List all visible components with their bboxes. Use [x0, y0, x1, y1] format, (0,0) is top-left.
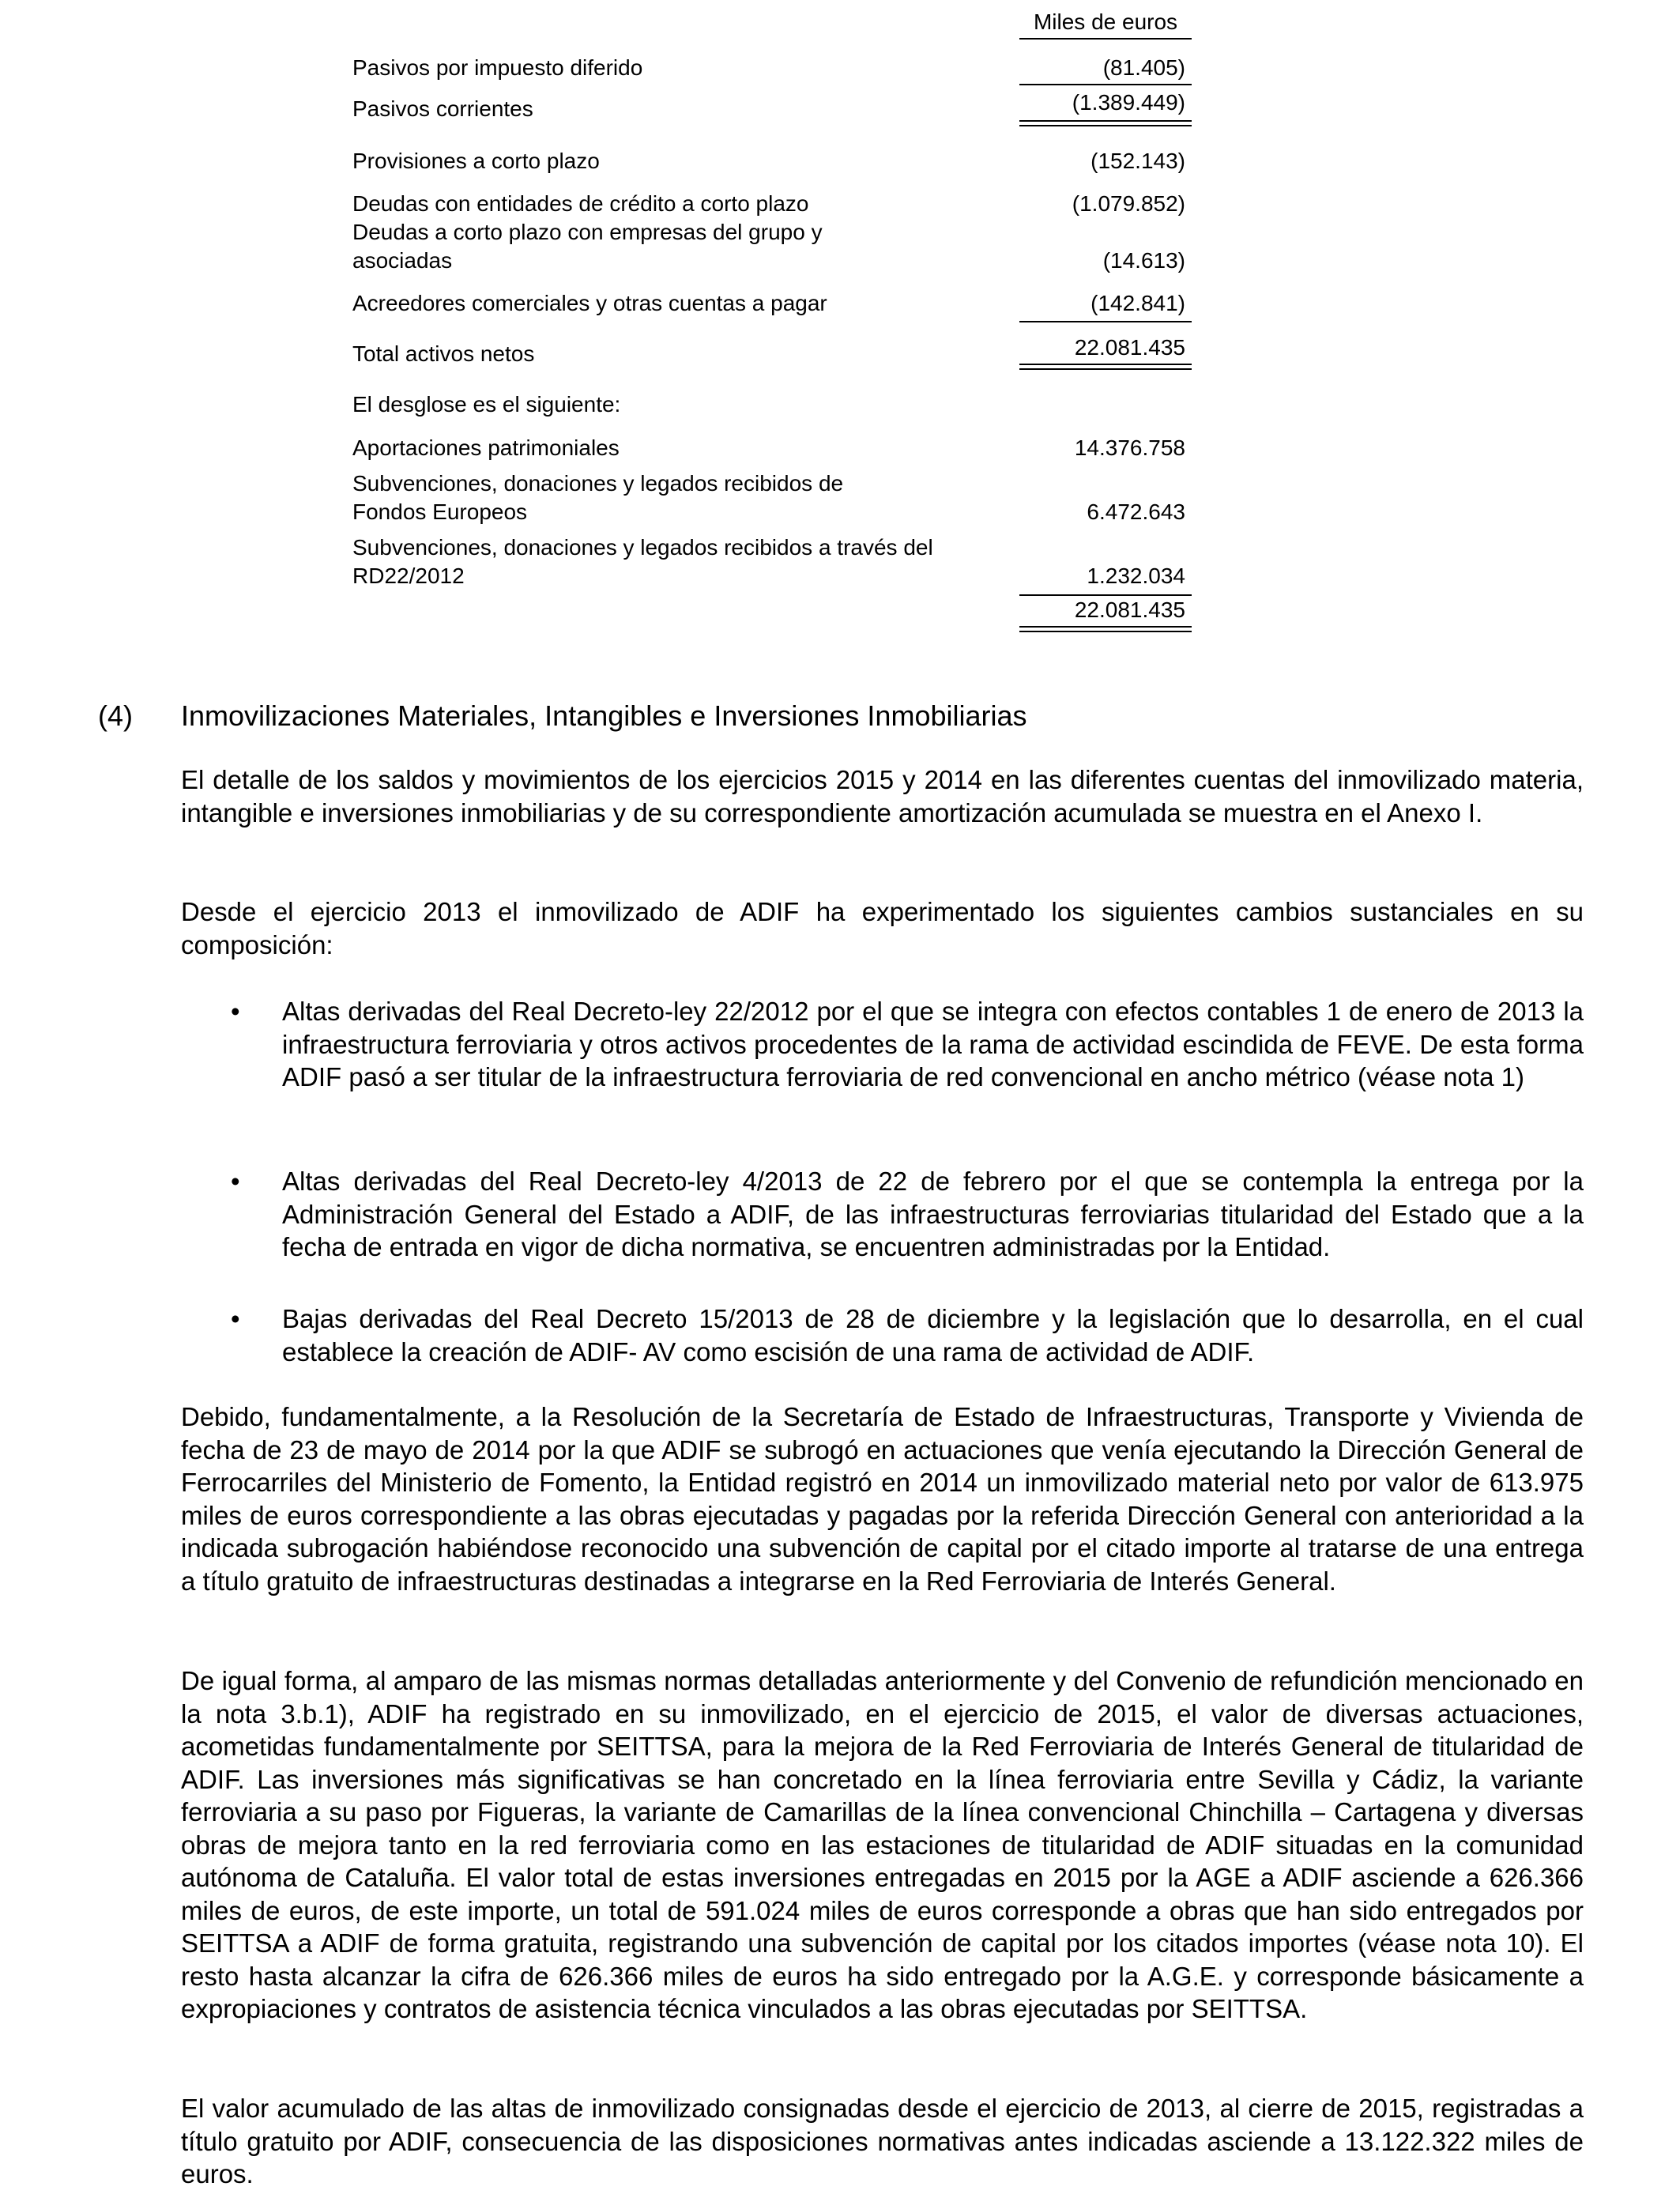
- row-label: Subvenciones, donaciones y legados recibidos de Fondos Europeos: [352, 471, 844, 524]
- bullet-item: Altas derivadas del Real Decreto-ley 22/2012 por el que se integra con efectos contables 1 de enero de 2013 la infraestructura ferroviaria y otros activos procedentes de la rama de actividad escindida de FEVE. De esta forma ADIF pasó a ser titular de la infraestructura ferroviaria de red convencional en ancho métrico (véase nota 1): [282, 997, 1584, 1091]
- section-number: (4): [98, 699, 133, 732]
- row-value: (1.079.852): [1072, 191, 1185, 216]
- row-label: Deudas con entidades de crédito a corto plazo: [352, 191, 809, 216]
- net-assets-table: [0, 0, 1680, 648]
- row-value: 22.081.435: [1074, 335, 1185, 360]
- bullet-item: Altas derivadas del Real Decreto-ley 4/2013 de 22 de febrero por el que se contempla la entrega por la Administración General del Estado a ADIF, de las infraestructuras ferroviarias titularidad del Estado que a la fecha de entrada en vigor de dicha normativa, se encuentren administradas por la Entidad.: [282, 1167, 1584, 1261]
- paragraph: El detalle de los saldos y movimientos de los ejercicios 2015 y 2014 en las diferentes cuentas del inmovilizado materia, intangible e inversiones inmobiliarias y de su correspondiente amortización acumulada se muestra en el Anexo I.: [181, 765, 1584, 827]
- rule-double: [1019, 626, 1192, 632]
- row-value: 6.472.643: [1087, 499, 1185, 524]
- rule-double: [1019, 364, 1192, 370]
- rule-double: [1019, 120, 1192, 126]
- paragraph: El valor acumulado de las altas de inmovilizado consignadas desde el ejercicio de 2013, al cierre de 2015, registradas a título gratuito por ADIF, consecuencia de las disposiciones normativas antes indicadas asciende a 13.122.322 miles de euros.: [181, 2094, 1584, 2188]
- row-label: Aportaciones patrimoniales: [352, 435, 620, 460]
- row-label: Subvenciones, donaciones y legados recibidos a través del RD22/2012: [352, 535, 933, 588]
- bullet-marker: •: [231, 997, 240, 1026]
- paragraph: Desde el ejercicio 2013 el inmovilizado de ADIF ha experimentado los siguientes cambios sustanciales en su composición:: [181, 897, 1584, 959]
- row-value: 22.081.435: [1074, 598, 1185, 622]
- rule-single: [1019, 321, 1192, 322]
- paragraph: Debido, fundamentalmente, a la Resolución de la Secretaría de Estado de Infraestructuras, Transporte y Vivienda de fecha de 23 de mayo de 2014 por la que ADIF se subrogó en actuaciones que venía ejecutando la Dirección General de Ferrocarriles del Ministerio de Fomento, la Entidad registró en 2014 un inmovilizado material neto por valor de 613.975 miles de euros correspondiente a las obras ejecutadas y pagadas por la referida Dirección General con anterioridad a la indicada subrogación habiéndose reconocido una subvención de capital por el citado importe al tratarse de una entrega a título gratuito de infraestructuras destinadas a integrarse en la Red Ferroviaria de Interés General.: [181, 1402, 1584, 1596]
- bullet-marker: •: [231, 1167, 240, 1196]
- section-title: Inmovilizaciones Materiales, Intangibles e Inversiones Inmobiliarias: [181, 699, 1027, 732]
- row-value: (81.405): [1102, 55, 1185, 80]
- row-label: Pasivos corrientes: [352, 96, 533, 121]
- bullet-marker: •: [231, 1304, 240, 1333]
- row-label: Acreedores comerciales y otras cuentas a pagar: [352, 291, 827, 315]
- bullet-item: Bajas derivadas del Real Decreto 15/2013 de 28 de diciembre y la legislación que lo desarrolla, en el cual establece la creación de ADIF- AV como escisión de una rama de actividad de ADIF.: [282, 1304, 1584, 1367]
- row-label: El desglose es el siguiente:: [352, 392, 621, 417]
- row-label: Provisiones a corto plazo: [352, 149, 600, 173]
- row-value: (14.613): [1102, 248, 1185, 273]
- column-header: Miles de euros: [1019, 6, 1192, 40]
- row-value: 14.376.758: [1074, 435, 1185, 460]
- row-label: Deudas a corto plazo con empresas del grupo y asociadas: [352, 220, 823, 273]
- row-label: Total activos netos: [352, 341, 535, 366]
- row-label: Pasivos por impuesto diferido: [352, 55, 643, 80]
- row-value: (142.841): [1090, 291, 1185, 315]
- row-value: (152.143): [1090, 149, 1185, 173]
- row-value: 1.232.034: [1087, 564, 1185, 588]
- rule-single: [1019, 84, 1192, 85]
- paragraph: De igual forma, al amparo de las mismas normas detalladas anteriormente y del Convenio de refundición mencionado en la nota 3.b.1), ADIF ha registrado en su inmovilizado, en el ejercicio de 2015, el valor de diversas actuaciones, acometidas fundamentalmente por SEITTSA, para la mejora de la Red Ferroviaria de Interés General de titularidad de ADIF. Las inversiones más significativas se han concretado en la línea ferroviaria entre Sevilla y Cádiz, la variante ferroviaria a su paso por Figueras, la variante de Camarillas de la línea convencional Chinchilla – Cartagena y diversas obras de mejora tanto en la red ferroviaria como en las estaciones de titularidad de ADIF situadas en la comunidad autónoma de Cataluña. El valor total de estas inversiones entregadas en 2015 por la AGE a ADIF asciende a 626.366 miles de euros, de este importe, un total de 591.024 miles de euros corresponde a obras que han sido entregados por SEITTSA a ADIF de forma gratuita, registrando una subvención de capital por los citados importes (véase nota 10). El resto hasta alcanzar la cifra de 626.366 miles de euros ha sido entregado por la A.G.E. y corresponde básicamente a expropiaciones y contratos de asistencia técnica vinculados a las obras ejecutadas por SEITTSA.: [181, 1666, 1584, 2023]
- row-value: (1.389.449): [1072, 90, 1185, 115]
